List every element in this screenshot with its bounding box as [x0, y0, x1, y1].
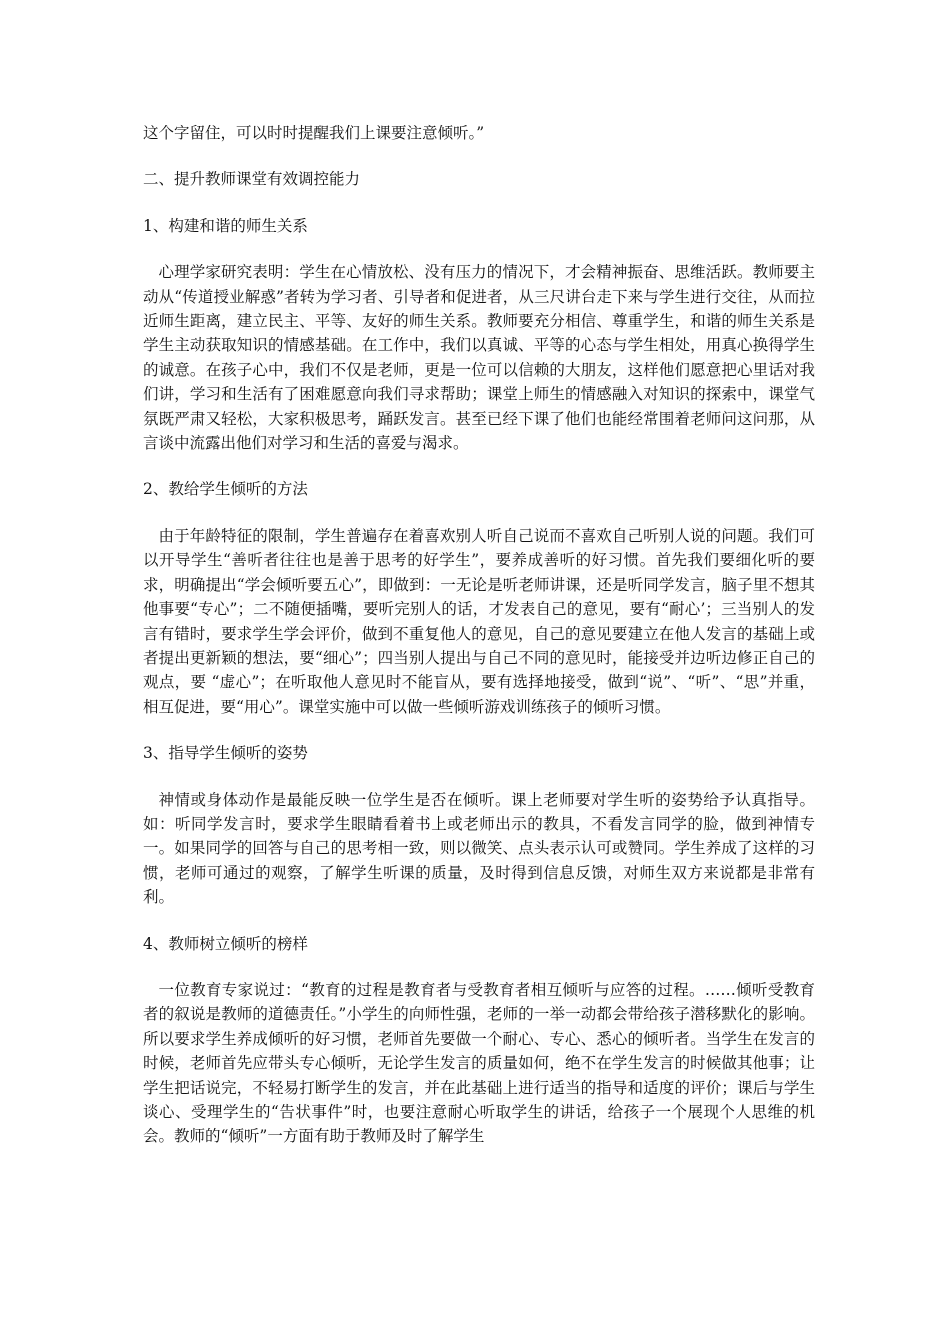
document-body — [143, 121, 815, 1149]
subsection-heading-2: 2、教给学生倾听的方法 — [143, 480, 308, 499]
continued-text-line: 这个字留住，可以时时提醒我们上课要注意倾听。” — [143, 124, 485, 142]
subsection-heading-1: 1、构建和谐的师生关系 — [143, 216, 308, 235]
subsection-paragraph-3: 神情或身体动作是最能反映一位学生是否在倾听。课上老师要对学生听的姿势给予认真指导。如：听同学发言时，要求学生眼睛看着书上或老师出示的教具，不看发言同学的脸，做到神情专一。如果同学的回答与自己的思考相一致，则以微笑、点头表示认可或赞同。学生养成了这样的习惯，老师可通过的观察，了解学生听课的质量，及时得到信息反馈，对师生双方来说都是非常有利。 — [143, 790, 815, 907]
subsection-heading-3: 3、指导学生倾听的姿势 — [143, 744, 308, 763]
subsection-paragraph-4: 一位教育专家说过：“教育的过程是教育者与受教育者相互倾听与应答的过程。……倾听受教育者的叙说是教师的道德责任。”小学生的向师性强，老师的一举一动都会带给孩子潜移默化的影响。所以要求学生养成倾听的好习惯，老师首先要做一个耐心、专心、悉心的倾听者。当学生在发言的时候，老师首先应带头专心倾听，无论学生发言的质量如何，绝不在学生发言的时候做其他事；让学生把话说完，不轻易打断学生的发言，并在此基础上进行适当的指导和适度的评价；课后与学生谈心、受理学生的“告状事件”时，也要注意耐心听取学生的讲话，给孩子一个展现个人思维的机会。教师的“倾听”一方面有助于教师及时了解学生 — [143, 980, 815, 1146]
subsection-paragraph-1: 心理学家研究表明：学生在心情放松、没有压力的情况下，才会精神振奋、思维活跃。教师要主动从“传道授业解惑”者转为学习者、引导者和促进者，从三尺讲台走下来与学生进行交往，从而拉近师生距离，建立民主、平等、友好的师生关系。教师要充分相信、尊重学生，和谐的师生关系是学生主动获取知识的情感基础。在工作中，我们以真诚、平等的心态与学生相处，用真心换得学生的诚意。在孩子心中，我们不仅是老师，更是一位可以信赖的大朋友，这样他们愿意把心里话对我们讲，学习和生活有了困难愿意向我们寻求帮助；课堂上师生的情感融入对知识的探索中，课堂气氛既严肃又轻松，大家积极思考，踊跃发言。甚至已经下课了他们也能经常围着老师问这问那，从言谈中流露出他们对学习和生活的喜爱与渴求。 — [143, 263, 815, 453]
subsection-heading-4: 4、教师树立倾听的榜样 — [143, 934, 308, 953]
section-heading: 二、提升教师课堂有效调控能力 — [143, 170, 361, 189]
subsection-paragraph-2: 由于年龄特征的限制，学生普遍存在着喜欢别人听自己说而不喜欢自己听别人说的问题。我们可以开导学生“善听者往往也是善于思考的好学生”，要养成善听的好习惯。首先我们要细化听的要求，明确提出“学会倾听要五心”，即做到：一无论是听老师讲课，还是听同学发言，脑子里不想其他事要“专心”；二不随便插嘴，要听完别人的话，才发表自己的意见，要有“耐心’；三当别人的发言有错时，要求学生学会评价，做到不重复他人的意见，自己的意见要建立在他人发言的基础上或者提出更新颖的想法，要“细心”；四当别人提出与自己不同的意见时，能接受并边听边修正自己的观点，要 “虚心”；在听取他人意见时不能盲从，要有选择地接受，做到“说”、“听”、“思”并重，相互促进，要“用心”。课堂实施中可以做一些倾听游戏训练孩子的倾听习惯。 — [143, 526, 815, 716]
